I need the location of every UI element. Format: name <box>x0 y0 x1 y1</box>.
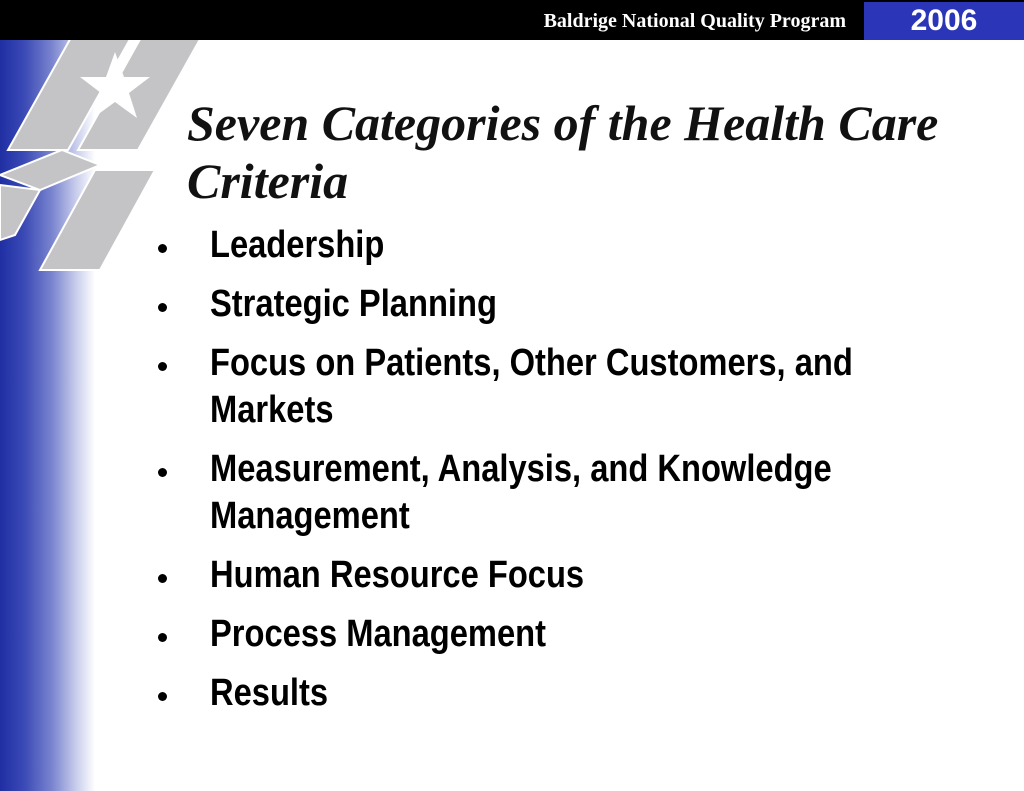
bullet-dot-icon <box>158 303 167 312</box>
bullet-text: Strategic Planning <box>210 283 497 325</box>
bullet-dot-icon <box>158 574 167 583</box>
list-item <box>150 552 990 599</box>
bullet-text: Measurement, Analysis, and Knowledge Management <box>210 448 832 537</box>
bullet-text: Human Resource Focus <box>210 554 585 596</box>
bullet-text: Results <box>210 672 329 714</box>
bullet-dot-icon <box>158 244 167 253</box>
bullet-dot-icon <box>158 633 167 642</box>
list-item <box>150 611 990 658</box>
bullet-text: Process Management <box>210 613 547 655</box>
program-name: Baldrige National Quality Program <box>543 10 846 32</box>
bullet-dot-icon <box>158 362 167 371</box>
list-item <box>150 222 990 269</box>
bullet-dot-icon <box>158 692 167 701</box>
bullet-dot-icon <box>158 468 167 477</box>
bullet-text: Leadership <box>210 224 385 266</box>
year-badge: 2006 <box>864 2 1024 40</box>
list-item <box>150 340 990 434</box>
bullet-text: Focus on Patients, Other Customers, and Markets <box>210 342 853 431</box>
list-item <box>150 670 990 717</box>
list-item <box>150 281 990 328</box>
list-item <box>150 446 990 540</box>
slide-title: Seven Categories of the Health Care Criteria <box>187 95 939 209</box>
bullet-list <box>150 222 990 729</box>
